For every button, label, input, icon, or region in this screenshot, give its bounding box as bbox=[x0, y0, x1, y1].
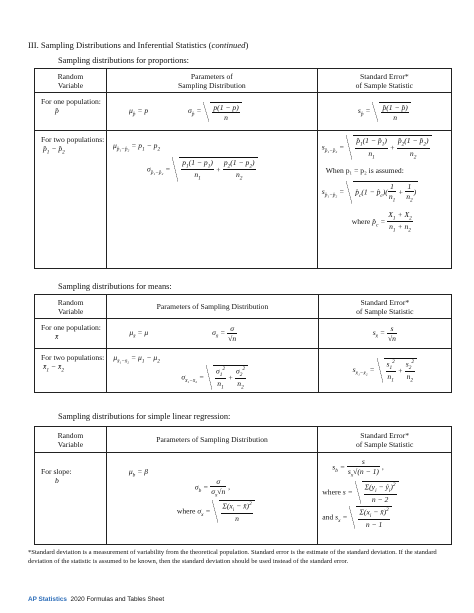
mean-xbar-diff: $\mu_{x̄_1-x̄_2} = \mu_1 - \mu_2$ bbox=[113, 353, 160, 365]
params-header: Parameters of Sampling Distribution bbox=[156, 435, 268, 444]
se-phat: $s_{p̂}$ = $\frac{p̂(1 - p̂)}{n}$ bbox=[358, 106, 411, 115]
row-label-slope: For slope: bbox=[41, 467, 72, 476]
when-equal-note: When p₁ = p₂ is assumed: bbox=[325, 166, 404, 176]
rv-header: Random Variable bbox=[57, 430, 84, 449]
section-title-regression: Sampling distributions for simple linear regression: bbox=[58, 412, 231, 421]
params-header: Parameters of Sampling Distribution bbox=[156, 302, 269, 311]
mean-xbar: $\mu_{x̄} = \mu$ bbox=[129, 328, 149, 340]
brand-title: 2020 Formulas and Tables Sheet bbox=[70, 596, 165, 603]
se-header: Standard Error* of Sample Statistic bbox=[356, 297, 414, 316]
sd-xbar: $\sigma_{x̄}$ = $\frac{\sigma}{√n}$ bbox=[212, 324, 237, 343]
se-b: $s_b$ = $\frac{s}{s_x√(n - 1)}$ , bbox=[332, 457, 384, 479]
se-header: Standard Error* of Sample Statistic bbox=[355, 71, 414, 90]
se-pooled: $s_{p̂_1-p̂_2}$ = $p̂_c(1$ − $p̂_c$)( $\frac{1}{n_1}$ + $\frac{1}{n_2}$ ) bbox=[321, 182, 417, 204]
footnote: *Standard deviation is a measurement of variability from the theoretical population. Standard error is the estimate of the standard deviation. If the standard deviation of the statistic is assumed to be known, then the standard deviation should be used instead of the standard error. bbox=[28, 549, 437, 565]
means-table: Random Variable Parameters of Sampling Distribution Standard Error* of Sample Statistic For one population: x̄ $\mu_{x̄} = \mu$ $\sigma_{x̄}$ = $\frac{\sigma}{√n}$ $s_{x̄}$ = $\frac{s}{√n}$ For two populations: $x̄_1$ − $x̄_2$ $\mu_{x̄_1-x̄_2} = \mu_1 - \mu_2$ $\sigma_{x̄_1-x̄_2}$ = $\frac{\sigma_1^2}{n_1}$ + $\frac{\sigma_2^2}{n_2}$ $s_{x̄_1-x̄_2}$ = $\frac{s_1^2}{n_1}$ + $\frac{s_2^2}{n_2}$ bbox=[34, 294, 452, 393]
regression-table: Random Variable Parameters of Sampling Distribution Standard Error* of Sample Statistic For slope: b $\mu_b = \beta$ $\sigma_b$ = $\frac{\sigma}{\sigma_x√n}$ , where $\sigma_x$ = $\frac{\Sigma(x_i - x̄)^2}{n}$ $s_b$ = $\frac{s}{s_x√(n - 1)}$ , where s = $\frac{\Sigma(y_i - ŷ_i)^2}{n - 2}$ and $s_x$ = $\frac{\Sigma(x_i - x̄)^2}{n - 1}$ bbox=[34, 426, 452, 545]
mean-b: $\mu_b = \beta$ bbox=[128, 467, 149, 479]
sd-b: $\sigma_b$ = $\frac{\sigma}{\sigma_x√n}$ , bbox=[194, 476, 231, 499]
row-label-two-populations: For two populations: bbox=[41, 135, 105, 144]
rv-header: Random Variable bbox=[57, 297, 84, 316]
brand-name: AP Statistics bbox=[28, 596, 67, 603]
section-title-proportions: Sampling distributions for proportions: bbox=[58, 56, 189, 65]
sx-formula: and $s_x$ = $\frac{\Sigma(x_i - x̄)^2}{n - 1}$ bbox=[322, 506, 451, 529]
se-phat-diff: $s_{p̂_1-p̂_2}$ = $\frac{p̂_1(1 - p̂_1)}{n_1}$ + $\frac{p̂_2(1 - p̂_2)}{n_2}$ bbox=[322, 135, 451, 160]
section-title-means: Sampling distributions for means: bbox=[58, 282, 172, 291]
sd-xbar-diff: $\sigma_{x̄_1-x̄_2}$ = $\frac{\sigma_1^2}{n_1}$ + $\frac{\sigma_2^2}{n_2}$ bbox=[107, 365, 317, 391]
s-formula: where s = $\frac{\Sigma(y_i - ŷ_i)^2}{n - 2}$ bbox=[322, 481, 451, 504]
row-label-one-population: For one population: bbox=[41, 97, 101, 106]
mean-phat-diff: $\mu_{p̂_1-p̂_2} = p_1 - p_2$ bbox=[112, 141, 161, 153]
se-header: Standard Error* of Sample Statistic bbox=[355, 430, 414, 449]
page-heading: III. Sampling Distributions and Inferential Statistics (continued) bbox=[28, 40, 249, 50]
sd-phat-diff: $\sigma_{p̂_1-p̂_2}$ = $\frac{p_1(1 - p_1)}{n_1}$ + $\frac{p_2(1 - p_2)}{n_2}$ bbox=[107, 157, 317, 182]
rv-header: Random Variable bbox=[57, 71, 84, 90]
proportions-table: Random Variable Parameters of Sampling Distribution Standard Error* of Sample Statistic For one population: p̂ $\mu_{p̂} = p$ $\sigma_{p̂}$ = $\frac{p(1 - p)}{n}$ $s_{p̂}$ = $\frac{p̂(1 - p̂)}{n}$ For two populations: $p̂_1$ − $p̂_2$ $\mu_{p̂_1-p̂_2} = p_1 - p_2$ $\sigma_{p̂_1-p̂_2}$ = $\frac{p_1(1 - p_1)}{n_1}$ + $\frac{p_2(1 - p_2)}{n_2}$ $s_{p̂_1-p̂_2}$ = $\frac{p̂_1(1 - p̂_1)}{n_1}$ + $\frac{p̂_2(1 - p̂_2)}{n_2}$ When p₁ = p₂ is assumed: $s_{p̂_1-p̂_2}$ = $p̂_c(1$ − $p̂_c$)( $\frac{1}{n_1}$ + $\frac{1}{n_2}$ ) where $p̂_c$ = $\frac{X_1 + X_2}{n_1 + n_2}$ bbox=[34, 68, 452, 269]
mean-phat: $\mu_{p̂} = p$ bbox=[128, 106, 149, 118]
sd-phat: $\sigma_{p̂}$ = $\frac{p(1 - p)}{n}$ bbox=[188, 106, 242, 115]
footer-brand bbox=[28, 596, 164, 603]
row-label-one-population: For one population: bbox=[41, 323, 101, 332]
se-xbar-diff: $s_{x̄_1-x̄_2}$ = $\frac{s_1^2}{n_1}$ + $\frac{s_2^2}{n_2}$ bbox=[353, 365, 417, 374]
sigma-x: where $\sigma_x$ = $\frac{\Sigma(x_i - x̄)^2}{n}$ bbox=[107, 500, 317, 523]
params-header: Parameters of Sampling Distribution bbox=[177, 71, 246, 90]
pooled-p: where $p̂_c$ = $\frac{X_1 + X_2}{n_1 + n_2}$ bbox=[351, 209, 412, 234]
row-label-two-populations: For two populations: bbox=[41, 353, 105, 362]
se-xbar: $s_{x̄}$ = $\frac{s}{√n}$ bbox=[372, 324, 396, 343]
